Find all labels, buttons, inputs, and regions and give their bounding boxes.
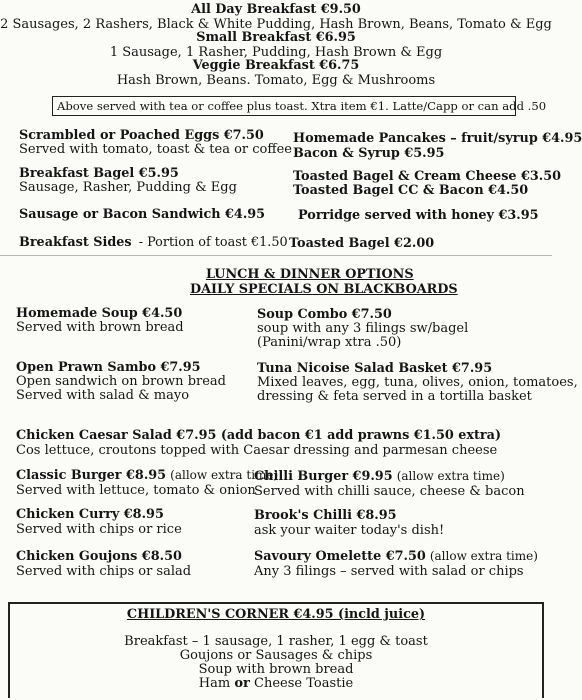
childrens-line-3: Soup with brown bread [198,662,354,677]
brooks-chilli-desc: ask your waiter today's dish! [254,523,445,538]
prawn-desc-1: Open sandwich on brown bread [16,374,226,389]
omelette-row [254,549,538,564]
soup-desc: Served with brown bread [16,320,184,335]
childrens-line-1: Breakfast – 1 sausage, 1 rasher, 1 egg & toast [124,634,428,649]
breakfast-bagel-title: Breakfast Bagel €5.95 [19,166,179,181]
caesar-title: Chicken Caesar Salad €7.95 (add bacon €1 add prawns €1.50 extra) [16,428,502,443]
omelette-title: Savoury Omelette €7.50 [254,549,426,564]
sandwich-title: Sausage or Bacon Sandwich €4.95 [19,207,266,222]
chilli-burger-row [254,469,505,484]
lunch-heading: LUNCH & DINNER OPTIONS [206,267,414,282]
chilli-burger-note: (allow extra time) [396,469,505,483]
curry-desc: Served with chips or rice [16,522,182,537]
chilli-burger-title: Chilli Burger €9.95 [254,469,393,484]
eggs-desc: Served with tomato, toast & tea or coffee [19,142,292,157]
veggie-breakfast-desc: Hash Brown, Beans. Tomato, Egg & Mushrooms [116,73,436,88]
childrens-line-4-or: or [234,676,250,691]
goujons-title: Chicken Goujons €8.50 [16,549,182,564]
childrens-line-2: Goujons or Sausages & chips [179,648,373,663]
prawn-desc-2: Served with salad & mayo [16,388,190,403]
porridge-title: Porridge served with honey €3.95 [298,208,539,223]
soup-title: Homemade Soup €4.50 [16,306,183,321]
bacon-syrup-title: Bacon & Syrup €5.95 [293,146,445,161]
small-breakfast-desc: 1 Sausage, 1 Rasher, Pudding, Hash Brown & Egg [109,45,443,60]
burger-desc: Served with lettuce, tomato & onion [16,483,256,498]
tuna-desc-2: dressing & feta served in a tortilla basket [257,389,532,404]
served-with-note-box [52,96,547,116]
specials-heading: DAILY SPECIALS ON BLACKBOARDS [190,282,458,297]
soup-combo-desc-1: soup with any 3 filings sw/bagel [257,321,469,336]
breakfast-sides-row [19,235,288,250]
burger-note: (allow extra time) [170,468,279,482]
childrens-line-4-ham: Ham [198,676,231,691]
tuna-desc-1: Mixed leaves, egg, tuna, olives, onion, tomatoes, [257,375,578,390]
omelette-note: (allow extra time) [429,549,538,563]
all-day-breakfast-desc: 2 Sausages, 2 Rashers, Black & White Pudding, Hash Brown, Beans, Tomato & Egg [0,17,552,32]
toasted-bagel-cc-bacon-title: Toasted Bagel CC & Bacon €4.50 [293,183,529,198]
soup-combo-title: Soup Combo €7.50 [257,307,392,322]
caesar-desc: Cos lettuce, croutons topped with Caesar dressing and parmesan cheese [16,443,498,458]
goujons-desc: Served with chips or salad [16,564,192,579]
curry-title: Chicken Curry €8.95 [16,507,164,522]
omelette-desc: Any 3 filings – served with salad or chips [254,564,524,579]
small-breakfast-title: Small Breakfast €6.95 [196,30,356,45]
toasted-bagel-title: Toasted Bagel €2.00 [289,236,435,251]
brooks-chilli-title: Brook's Chilli €8.95 [254,508,397,523]
breakfast-sides-desc: - Portion of toast €1.50 [138,235,288,250]
prawn-title: Open Prawn Sambo €7.95 [16,360,201,375]
childrens-corner-title: CHILDREN'S CORNER €4.95 (incld juice) [126,607,426,622]
childrens-line-4-cheese: Cheese Toastie [254,676,354,691]
all-day-breakfast-title: All Day Breakfast €9.50 [191,2,361,17]
chilli-burger-desc: Served with chilli sauce, cheese & bacon [254,484,525,499]
soup-combo-desc-2: (Panini/wrap xtra .50) [257,335,402,350]
served-with-note: Above served with tea or coffee plus toast. Xtra item €1. Latte/Capp or can add .50 [57,99,547,113]
burger-title: Classic Burger €8.95 [16,468,167,483]
breakfast-bagel-desc: Sausage, Rasher, Pudding & Egg [19,180,237,195]
pancakes-title: Homemade Pancakes – fruit/syrup €4.95 [293,131,582,146]
section-divider [0,255,552,256]
breakfast-sides-title: Breakfast Sides [19,235,132,250]
childrens-line-4 [0,676,552,691]
veggie-breakfast-title: Veggie Breakfast €6.75 [192,58,360,73]
toasted-bagel-cc-title: Toasted Bagel & Cream Cheese €3.50 [293,169,562,184]
eggs-title: Scrambled or Poached Eggs €7.50 [19,128,264,143]
tuna-title: Tuna Nicoise Salad Basket €7.95 [257,361,493,376]
burger-row [16,468,278,483]
